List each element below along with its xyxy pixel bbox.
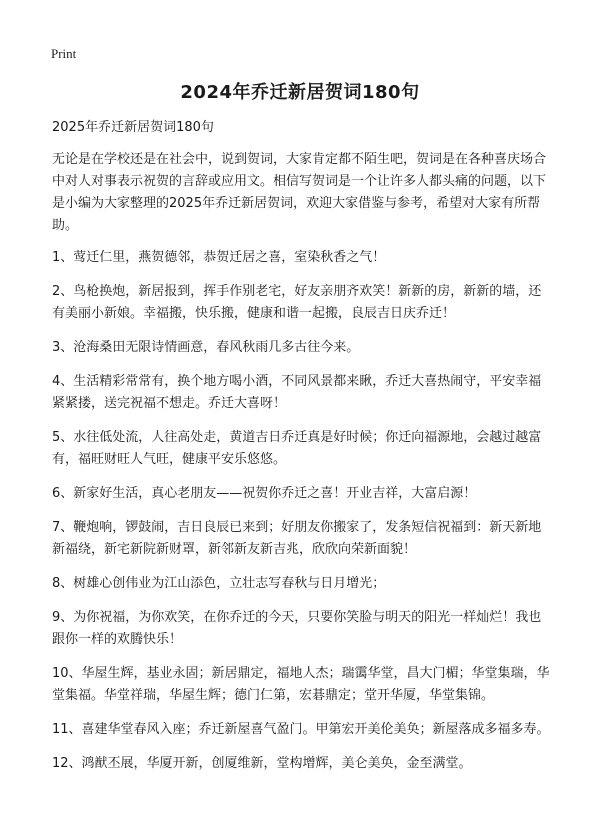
- print-link[interactable]: Print: [51, 46, 77, 61]
- list-item: 6、新家好生活，真心老朋友——祝贺你乔迁之喜！开业吉祥，大富启源！: [52, 486, 477, 501]
- intro-paragraph: 无论是在学校还是在社会中，说到贺词，大家肯定都不陌生吧，贺词是在各种喜庆场合中对人对事表示祝贺的言辞或应用文。相信写贺词是一个让许多人都头痛的问题，以下是小编为大家整理的2025年乔迁新居贺词，欢迎大家借鉴与参考，希望对大家有所帮助。: [52, 152, 547, 233]
- list-item: 10、华屋生辉，基业永固；新居鼎定，福地人杰；瑞霭华堂，昌大门楣；华堂集瑞，华堂集福。华堂祥瑞，华屋生辉；德门仁第，宏碁鼎定；堂开华厦，华堂集锦。: [52, 666, 550, 703]
- page-title: 2024年乔迁新居贺词180句: [180, 82, 420, 103]
- list-item: 3、沧海桑田无限诗情画意，春风秋雨几多古往今来。: [52, 340, 360, 355]
- list-item: 1、莺迁仁里，燕贺德邻，恭贺迁居之喜，室染秋香之气！: [52, 250, 386, 265]
- list-item: 8、树雄心创伟业为江山添色，立壮志写春秋与日月增光；: [52, 576, 386, 591]
- list-item: 4、生活精彩常常有，换个地方喝小酒，不同风景都来瞅，乔迁大喜热闹守，平安幸福紧紧搂，送完祝福不想走。乔迁大喜呀！: [52, 374, 542, 411]
- greeting-list: [52, 247, 552, 775]
- document-body: [52, 117, 552, 787]
- list-item: 11、喜建华堂春风入座；乔迁新屋喜气盈门。甲第宏开美伦美奂；新屋落成多福多寿。: [52, 722, 550, 737]
- list-item: 7、鞭炮响，锣鼓闹，吉日良辰已来到；好朋友你搬家了，发条短信祝福到：新天新地新福绕，新宅新院新财罩，新邻新友新吉兆，欣欣向荣新面貌！: [52, 520, 542, 557]
- list-item: 9、为你祝福，为你欢笑，在你乔迁的今天，只要你笑脸与明天的阳光一样灿烂！我也跟你一样的欢腾快乐！: [52, 610, 542, 647]
- list-item: 12、鸿猷丕展，华厦开新，创厦维新，堂构增辉，美仑美奂，金至满堂。: [52, 756, 472, 771]
- document-subtitle: 2025年乔迁新居贺词180句: [52, 120, 214, 135]
- list-item: 5、水往低处流，人往高处走，黄道吉日乔迁真是好时候；你迁向福源地，会越过越富有，福旺财旺人气旺，健康平安乐悠悠。: [52, 430, 542, 467]
- list-item: 2、鸟枪换炮，新居报到，挥手作别老宅，好友亲朋齐欢笑！新新的房，新新的墙，还有美丽小新娘。幸福搬，快乐搬，健康和谐一起搬，良辰吉日庆乔迁！: [52, 284, 542, 321]
